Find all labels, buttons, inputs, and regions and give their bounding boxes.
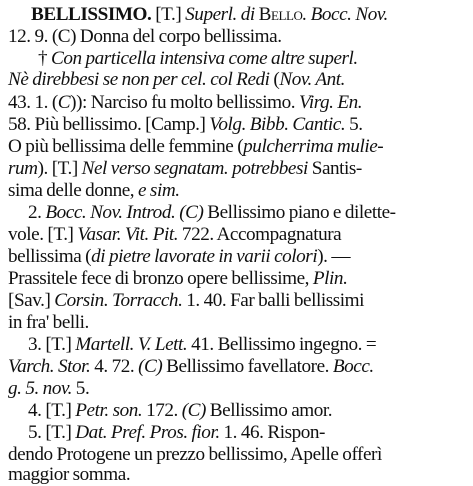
text-segment: maggior somma. [8,464,131,485]
text-segment: Bellissimo favellatore. [162,356,333,377]
text-line [28,202,396,224]
text-segment: in fra' belli. [8,312,89,333]
text-segment: Donna del corpo bellissima. [76,26,282,47]
text-segment: )): Narciso fu molto bellissimo. [70,92,299,113]
text-segment: ( [269,69,280,90]
italic-segment: Nov. Ant. [279,69,345,90]
text-segment: 12. 9. [8,26,52,47]
italic-segment: Martell. V. Lett. [75,334,188,355]
text-segment: O più bellissima delle femmine ( [8,136,244,157]
text-line [28,334,376,356]
italic-segment: Virg. En. [298,92,363,113]
italic-segment: Volg. Bibb. Cantic. [209,114,346,135]
text-segment: 4. [T.] [28,400,76,421]
entry-tag: [T.] [155,4,182,25]
entry-definition: Superl. di [185,4,255,25]
italic-segment: pulcherrima mulie- [243,136,384,157]
text-line [8,356,374,378]
text-segment: bellissima ( [8,246,92,267]
text-segment: 43. 1. ( [8,92,58,113]
text-segment: 172. [142,400,182,421]
text-segment: dendo Protogene un prezzo bellissimo, Apelle offerì [8,444,382,465]
text-line [8,246,350,268]
text-line [8,26,282,48]
text-segment: 41. Bellissimo ingegno. = [187,334,377,355]
italic-segment: Corsin. Torracch. [54,290,183,311]
text-line [8,136,383,158]
text-segment: ). — [317,246,351,267]
italic-segment: Nel verso segnatam. potrebbesi [81,158,308,179]
italic-segment: Con particella intensiva come altre superl. [51,48,358,69]
italic-segment: Bocc. Nov. Introd. [45,202,176,223]
entry-reference: . Bocc. Nov. [302,4,388,25]
italic-segment: Vasar. Vit. Pit. [77,224,179,245]
text-segment: 3. [T.] [28,334,76,355]
text-segment: 4. 72. [90,356,139,377]
italic-segment: di pietre lavorate in varii colori [91,246,318,267]
text-segment: vole. [T.] [8,224,78,245]
italic-segment: Petr. son. [75,400,143,421]
text-line [8,69,345,91]
italic-segment: e sim. [138,180,180,201]
italic-segment: Nè direbbesi se non per cel. col Redi [8,69,270,90]
text-line [8,444,382,466]
text-segment: (C) [51,26,77,47]
text-segment: 1. 40. Far balli bellissimi [182,290,364,311]
text-line [8,92,362,114]
entry-headword: BELLISSIMO. [31,4,152,25]
text-segment: sima delle donne, [8,180,139,201]
italic-segment: Plin. [312,268,348,289]
text-line [28,422,325,444]
text-line [38,48,358,70]
text-segment: Santis- [307,158,362,179]
text-line [8,224,341,246]
italic-segment: (C) [138,356,163,377]
text-line [8,378,89,400]
italic-segment: Dat. Pref. Pros. fior. [75,422,220,443]
entry-heading-line [31,4,388,26]
text-segment: Bellissimo piano e dilette- [203,202,396,223]
italic-segment: Varch. Stor. [8,356,91,377]
text-segment: [Sav.] [8,290,55,311]
text-segment: 5. [71,378,90,399]
text-line [8,268,347,290]
text-segment: † [38,48,51,69]
text-segment: 58. Più bellissimo. [Camp.] [8,114,210,135]
text-line [8,180,180,202]
text-line [8,114,363,136]
text-line [28,400,332,422]
text-line [8,158,362,180]
text-segment: 5. [T.] [28,422,76,443]
text-segment: 5. [345,114,363,135]
italic-segment: g. 5. nov. [8,378,72,399]
italic-segment: (C) [179,202,204,223]
text-segment: 2. [28,202,46,223]
italic-segment: (C) [181,400,206,421]
italic-segment: C [57,92,71,113]
text-line [8,464,130,486]
text-line [8,312,89,334]
italic-segment: rum [8,158,38,179]
text-segment: 722. Accompagnatura [178,224,342,245]
text-line [8,290,364,312]
text-segment: Bellissimo amor. [205,400,333,421]
entry-base-word: Bello [258,4,303,25]
text-segment: ). [T.] [37,158,82,179]
text-segment: 1. 46. Rispon- [219,422,325,443]
text-segment: Prassitele fece di bronzo opere bellissime, [8,268,313,289]
italic-segment: Bocc. [332,356,374,377]
